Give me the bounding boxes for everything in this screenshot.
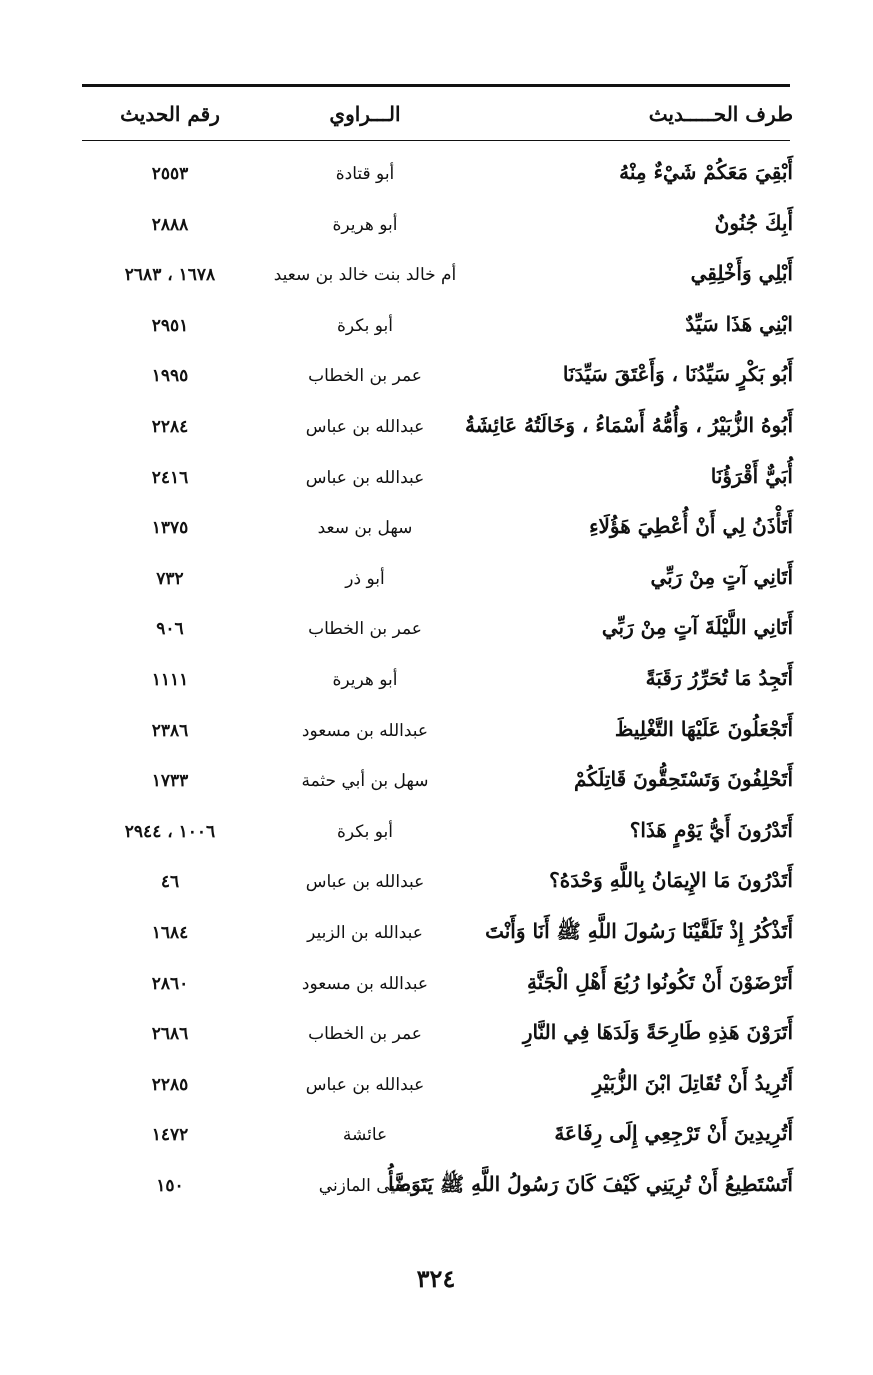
narrator: عائشة [342,1125,388,1146]
hadith-index-table [0,150,873,1212]
table-row [0,454,873,505]
header-hadith-number: رقم الحديث [120,102,220,126]
narrator: أم خالد بنت خالد بن سعيد [273,265,457,286]
table-row [0,605,873,656]
narrator: أبو بكرة [336,315,394,336]
hadith-number: ١٣٧٥ [151,518,189,539]
narrator: سهل بن سعد [317,518,413,539]
table-row [0,302,873,353]
table-row [0,808,873,859]
hadith-text: أَتُرِيدِينَ أَنْ تَرْجِعِي إِلَى رِفَاعَةَ [554,1121,793,1146]
table-row [0,403,873,454]
hadith-number: ١٦٧٨ ، ٢٦٨٣ [124,265,216,286]
table-row [0,1061,873,1112]
hadith-text: أَتَذْكُرُ إِذْ تَلَقَّيْنَا رَسُولَ اللَّهِ ﷺ أَنَا وَأَنْتَ [485,918,793,943]
narrator: عمر بن الخطاب [308,619,422,640]
narrator: أبو قتادة [335,164,395,184]
hadith-text: أَبْلِي وَأَخْلِقِي [690,261,793,286]
table-row [0,555,873,606]
narrator: يحيى المازني [318,1175,412,1196]
narrator: عبدالله بن الزبير [307,922,423,943]
narrator: عبدالله بن مسعود [301,720,429,741]
hadith-number: ٢٦٨٦ [151,1024,189,1045]
narrator: عبدالله بن عباس [305,872,425,893]
hadith-text: أَبُوهُ الزُّبَيْرُ ، وَأُمُّهُ أَسْمَاءُ ، وَخَالَتُهُ عَائِشَةُ [464,412,793,437]
hadith-number: ٩٠٦ [156,619,184,640]
table-row [0,707,873,758]
table-row [0,504,873,555]
narrator: أبو هريرة [332,669,398,690]
table-top-rule [82,84,790,87]
hadith-text: أَتَدْرُونَ أَيُّ يَوْمٍ هَذَا؟ [629,817,793,842]
narrator: سهل بن أبي حثمة [301,771,429,792]
hadith-text: أَتُرِيدُ أَنْ تُقَاتِلَ ابْنَ الزُّبَيْرِ [592,1070,793,1095]
hadith-number: ٢٩٥١ [151,315,189,336]
hadith-text: أَتَجْعَلُونَ عَلَيْهَا التَّغْلِيظَ [614,716,793,741]
table-row [0,1010,873,1061]
table-header [0,96,873,136]
hadith-text: أَتَرَوْنَ هَذِهِ طَارِحَةً وَلَدَهَا فِي النَّارِ [522,1020,793,1045]
narrator: عبدالله بن مسعود [301,973,429,994]
hadith-number: ١٧٣٣ [151,771,189,792]
narrator: عبدالله بن عباس [305,416,425,437]
table-row [0,960,873,1011]
table-row [0,1162,873,1213]
hadith-number: ١٤٧٢ [151,1125,189,1146]
page-number: ٣٢٤ [416,1264,456,1293]
narrator: أبو هريرة [332,214,398,235]
narrator: أبو بكرة [336,821,394,842]
hadith-number: ٧٣٢ [156,568,184,589]
hadith-number: ١٠٠٦ ، ٢٩٤٤ [124,821,216,842]
table-row [0,150,873,201]
hadith-number: ٢٥٥٣ [151,164,189,184]
hadith-number: ٢٢٨٥ [151,1074,189,1095]
narrator: عمر بن الخطاب [308,366,422,387]
table-row [0,858,873,909]
hadith-text: أَتَحْلِفُونَ وَتَسْتَحِقُّونَ قَاتِلَكُمْ [573,767,793,792]
hadith-number: ١٦٨٤ [151,922,189,943]
table-row [0,251,873,302]
table-row [0,352,873,403]
hadith-text: أَتَدْرُونَ مَا الإِيمَانُ بِاللَّهِ وَحْدَهُ؟ [549,868,793,893]
hadith-number: ٢٨٨٨ [151,214,189,235]
hadith-text: أَبْقِيَ مَعَكُمْ شَيْءٌ مِنْهُ [619,160,793,184]
header-hadith-text: طرف الحـــــديث [648,102,793,126]
hadith-text: أَتَأْذَنُ لِي أَنْ أُعْطِيَ هَؤُلَاءِ [589,514,793,539]
hadith-text: ابْنِي هَذَا سَيِّدٌ [685,311,793,336]
hadith-text: أَتَسْتَطِيعُ أَنْ تُرِيَنِي كَيْفَ كَانَ رَسُولُ اللَّهِ ﷺ يَتَوَضَّأُ [388,1171,793,1196]
hadith-text: أَتَانِي آتٍ مِنْ رَبِّي [650,564,793,589]
hadith-number: ٢٤١٦ [151,467,189,488]
hadith-text: أَتَانِي اللَّيْلَةَ آتٍ مِنْ رَبِّي [601,615,793,640]
hadith-number: ٢٣٨٦ [151,720,189,741]
hadith-number: ٤٦ [160,872,180,893]
hadith-number: ١٩٩٥ [151,366,189,387]
table-row [0,757,873,808]
table-row [0,1111,873,1162]
hadith-text: أَبِكَ جُنُونٌ [714,210,793,235]
hadith-number: ٢٢٨٤ [151,416,189,437]
narrator: عمر بن الخطاب [308,1024,422,1045]
hadith-text: أُبَيٌّ أَقْرَؤُنَا [710,463,793,488]
table-row [0,201,873,252]
hadith-number: ١٥٠ [156,1175,184,1196]
header-narrator: الـــراوي [329,102,401,126]
hadith-number: ١١١١ [151,669,189,690]
hadith-number: ٢٨٦٠ [151,973,189,994]
header-underline [82,140,790,141]
hadith-text: أَتَجِدُ مَا تُحَرِّرُ رَقَبَةً [645,665,793,690]
table-row [0,909,873,960]
hadith-text: أَبُو بَكْرٍ سَيِّدُنَا ، وَأَعْتَقَ سَيِّدَنَا [562,362,793,387]
narrator: أبو ذر [345,568,385,589]
narrator: عبدالله بن عباس [305,467,425,488]
narrator: عبدالله بن عباس [305,1074,425,1095]
hadith-text: أَتَرْضَوْنَ أَنْ تَكُونُوا رُبُعَ أَهْلِ الْجَنَّةِ [526,969,793,994]
table-row [0,656,873,707]
